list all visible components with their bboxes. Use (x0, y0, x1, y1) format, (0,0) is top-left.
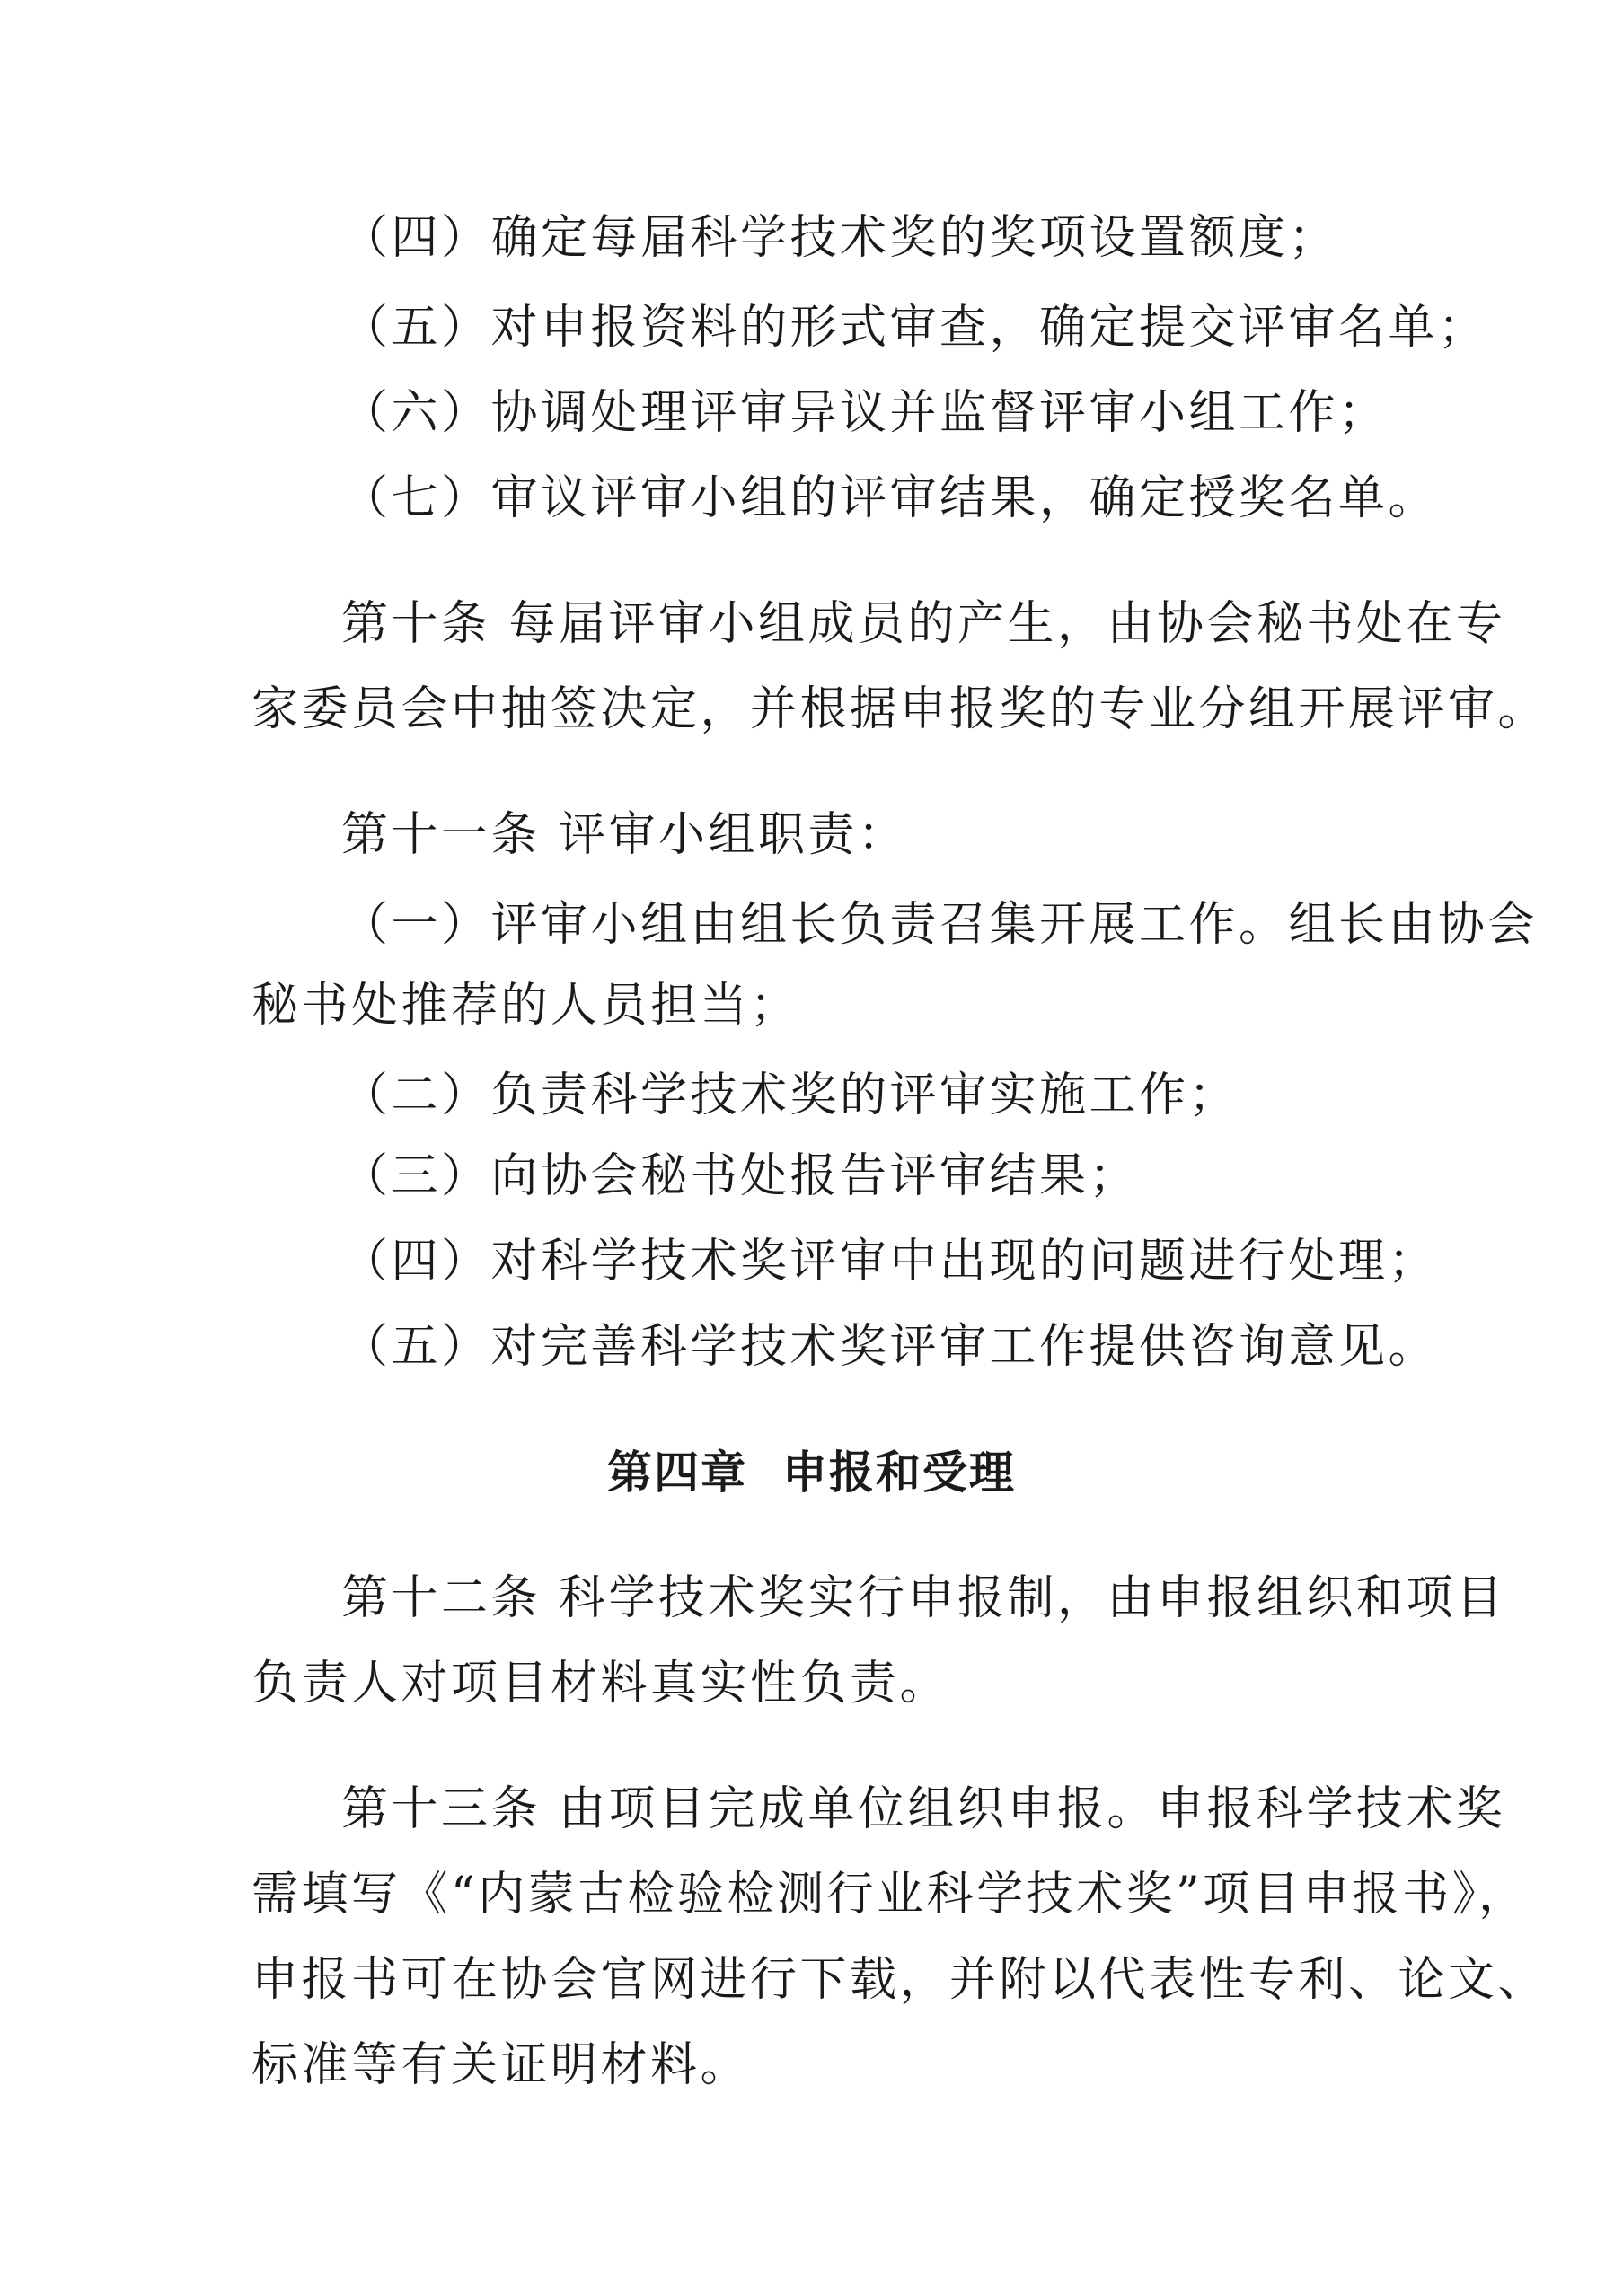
article9-item-7: （七）审议评审小组的评审结果，确定授奖名单。 (341, 471, 1439, 525)
article12-line-1: 第十二条 科学技术奖实行申报制，由申报组织和项目 (341, 1571, 1506, 1625)
article9-item-4: （四）确定每届科学技术奖的奖项设置额度； (341, 211, 1339, 265)
article10-line-1: 第十条 每届评审小组成员的产生，由协会秘书处在专 (341, 597, 1506, 651)
article11-item-1-line-2: 秘书处推荐的人员担当； (251, 979, 800, 1033)
chapter-heading: 第四章 申报和受理 (607, 1447, 1016, 1499)
article9-item-6: （六）协调处理评审异议并监督评审小组工作； (341, 386, 1389, 440)
article13-line-3: 申报书可在协会官网进行下载，并附以代表性专利、论文、 (251, 1953, 1548, 2007)
article11-item-3: （三）向协会秘书处报告评审结果； (341, 1149, 1140, 1203)
article13-line-2: 需填写《“内蒙古检验检测行业科学技术奖”项目申报书》， (251, 1868, 1529, 1922)
article10-line-2: 家委员会中抽签决定，并根据申报奖的专业分组开展评审。 (251, 682, 1548, 736)
article11-item-5: （五）对完善科学技术奖评审工作提供咨询意见。 (341, 1320, 1439, 1374)
article9-item-5: （五）对申报资料的形式审查，确定提交评审名单； (341, 301, 1488, 355)
article11-item-1-line-1: （一）评审小组由组长负责召集开展工作。组长由协会 (341, 898, 1539, 952)
article11-item-2: （二）负责科学技术奖的评审实施工作； (341, 1069, 1239, 1122)
article11-title: 第十一条 评审小组职责： (341, 808, 908, 862)
article13-line-4: 标准等有关证明材料。 (251, 2038, 751, 2092)
article12-line-2: 负责人对项目材料真实性负责。 (251, 1657, 950, 1711)
article13-line-1: 第十三条 由项目完成单位组织申报。申报科学技术奖 (341, 1782, 1506, 1836)
article11-item-4: （四）对科学技术奖评审中出现的问题进行处理； (341, 1235, 1439, 1289)
